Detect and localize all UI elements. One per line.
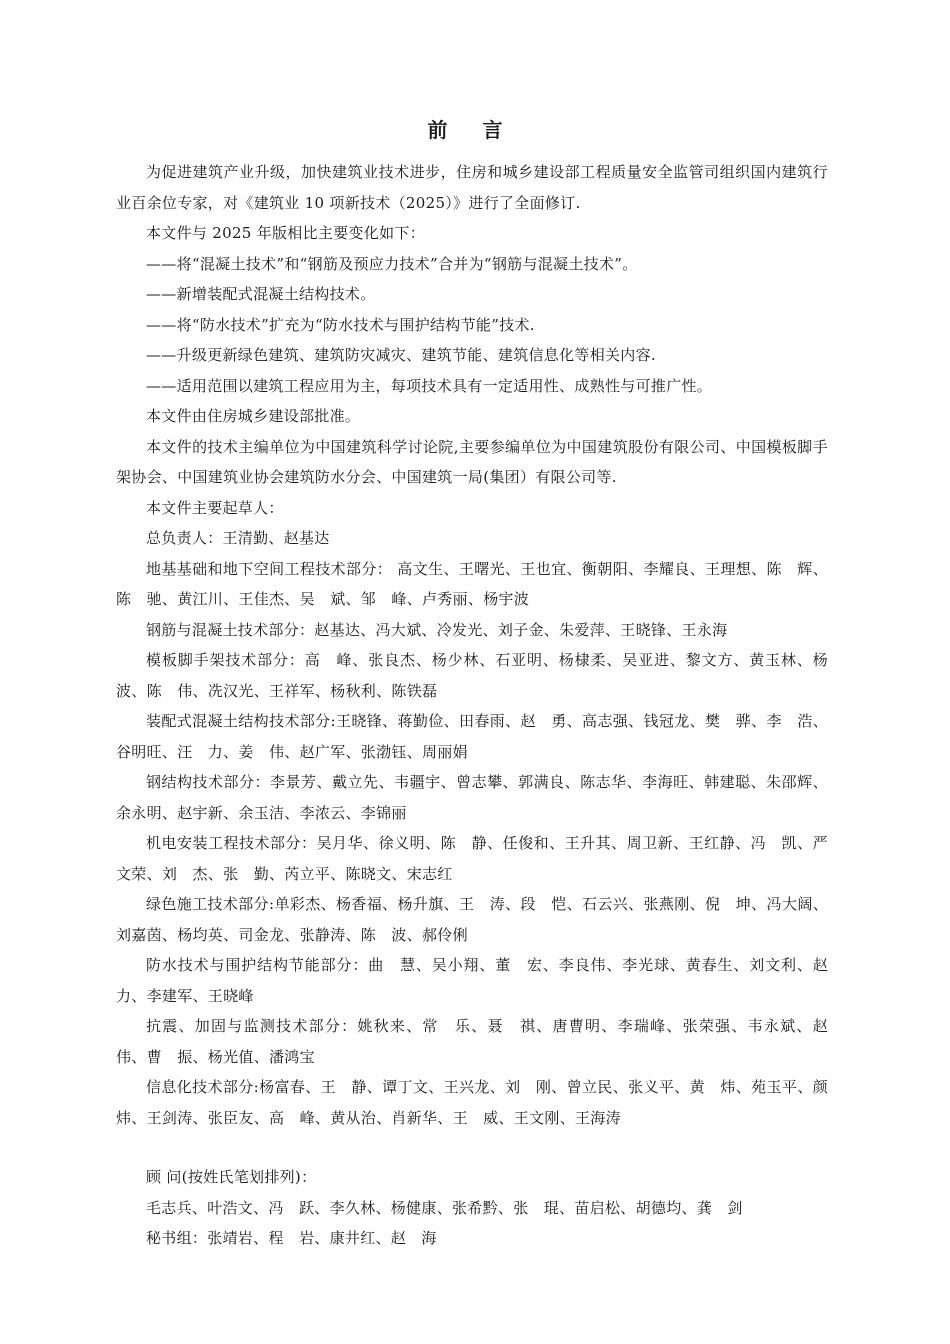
paragraph-it: 信息化技术部分:杨富春、王 静、谭丁文、王兴龙、刘 刚、曾立民、张义平、黄 炜、苑玉平、颜 炜、王剑涛、张臣友、高 峰、黄从治、肖新华、王 威、王文刚、王海涛 xyxy=(116,1078,844,1127)
paragraph-seismic: 抗震、加固与监测技术部分：姚秋来、常 乐、聂 祺、唐曹明、李瑞峰、张荣强、韦永斌、赵 伟、曹 振、杨光值、潘鸿宝 xyxy=(116,1017,844,1066)
paragraph-change-5: ——适用范围以建筑工程应用为主，每项技术具有一定适用性、成熟性与可推广性。 xyxy=(146,376,713,395)
paragraph-change-3: ——将“防水技术”扩充为“防水技术与围护结构节能”技术. xyxy=(146,315,535,334)
section-gap xyxy=(116,1133,828,1162)
paragraph-approval: 本文件由住房城乡建设部批准。 xyxy=(146,407,361,425)
advisors-heading: 顾 问(按姓氏笔划排列)： xyxy=(146,1168,317,1186)
paragraph-editors: 本文件的技术主编单位为中国建筑科学讨论院,主要参编单位为中国建筑股份有限公司、中国模板脚手架协会、中国建筑业协会建筑防水分会、中国建筑一局(集团）有限公司等. xyxy=(116,437,828,486)
paragraph-green: 绿色施工技术部分:单彩杰、杨香福、杨升旗、王 涛、段 恺、石云兴、张燕刚、倪 坤、冯大阔、刘嘉茵、杨均英、司金龙、张静涛、陈 波、郝伶俐 xyxy=(116,895,828,944)
paragraph-formwork: 模板脚手架技术部分：高 峰、张良杰、杨少林、石亚明、杨棣柔、吴亚进、黎文方、黄玉林、杨 波、陈 伟、冼汉光、王祥军、杨秋利、陈铁磊 xyxy=(116,651,844,700)
paragraph-intro: 为促进建筑产业升级，加快建筑业技术进步，住房和城乡建设部工程质量安全监管司组织国内建筑行业百余位专家，对《建筑业 10 项新技术（2025）》进行了全面修订. xyxy=(116,163,828,212)
page-title: 前 言 xyxy=(427,118,517,142)
paragraph-changes-heading: 本文件与 2025 年版相比主要变化如下： xyxy=(146,224,426,242)
secretariat: 秘书组：张靖岩、程 岩、康井红、赵 海 xyxy=(146,1229,437,1247)
paragraph-prefab: 装配式混凝土结构技术部分:王晓锋、蒋勤俭、田春雨、赵 勇、高志强、钱冠龙、樊 骅、李 浩、谷明旺、汪 力、姜 伟、赵广军、张渤钰、周丽娟 xyxy=(116,712,828,761)
paragraph-change-4: ——升级更新绿色建筑、建筑防灾减灾、建筑节能、建筑信息化等相关内容. xyxy=(146,346,656,364)
paragraph-foundation: 地基基础和地下空间工程技术部分： 高文生、王曙光、王也宜、衡朝阳、李耀良、王理想、陈 辉、陈 驰、黄江川、王佳杰、吴 斌、邹 峰、卢秀丽、杨宇波 xyxy=(116,559,828,608)
paragraph-drafters-heading: 本文件主要起草人： xyxy=(146,498,284,517)
advisors-list: 毛志兵、叶浩文、冯 跃、李久林、杨健康、张希黔、张 琨、苗启松、胡德均、龚 剑 xyxy=(146,1198,743,1217)
paragraph-steel: 钢结构技术部分：李景芳、戴立先、韦疆宇、曾志攀、郭满良、陈志华、李海旺、韩建聪、朱邵辉、余永明、赵宇新、余玉洁、李浓云、李锦丽 xyxy=(116,773,828,822)
paragraph-waterproof: 防水技术与围护结构节能部分：曲 慧、吴小翔、董 宏、李良伟、李光球、黄春生、刘文利、赵 力、李建军、王晓峰 xyxy=(116,956,844,1005)
paragraph-chief: 总负责人：王清勤、赵基达 xyxy=(146,529,330,547)
paragraph-rebar-concrete: 钢筋与混凝土技术部分：赵基达、冯大斌、冷发光、刘子金、朱爱萍、王晓锋、王永海 xyxy=(146,620,728,639)
paragraph-change-1: ——将“混凝土技术”和“钢筋及预应力技术”合并为“钢筋与混凝土技术”。 xyxy=(146,254,638,273)
paragraph-change-2: ——新增装配式混凝土结构技术。 xyxy=(146,285,376,303)
paragraph-mep: 机电安装工程技术部分：吴月华、徐义明、陈 静、任俊和、王升其、周卫新、王红静、冯 凯、严文荣、刘 杰、张 勤、芮立平、陈晓文、宋志红 xyxy=(116,834,828,883)
